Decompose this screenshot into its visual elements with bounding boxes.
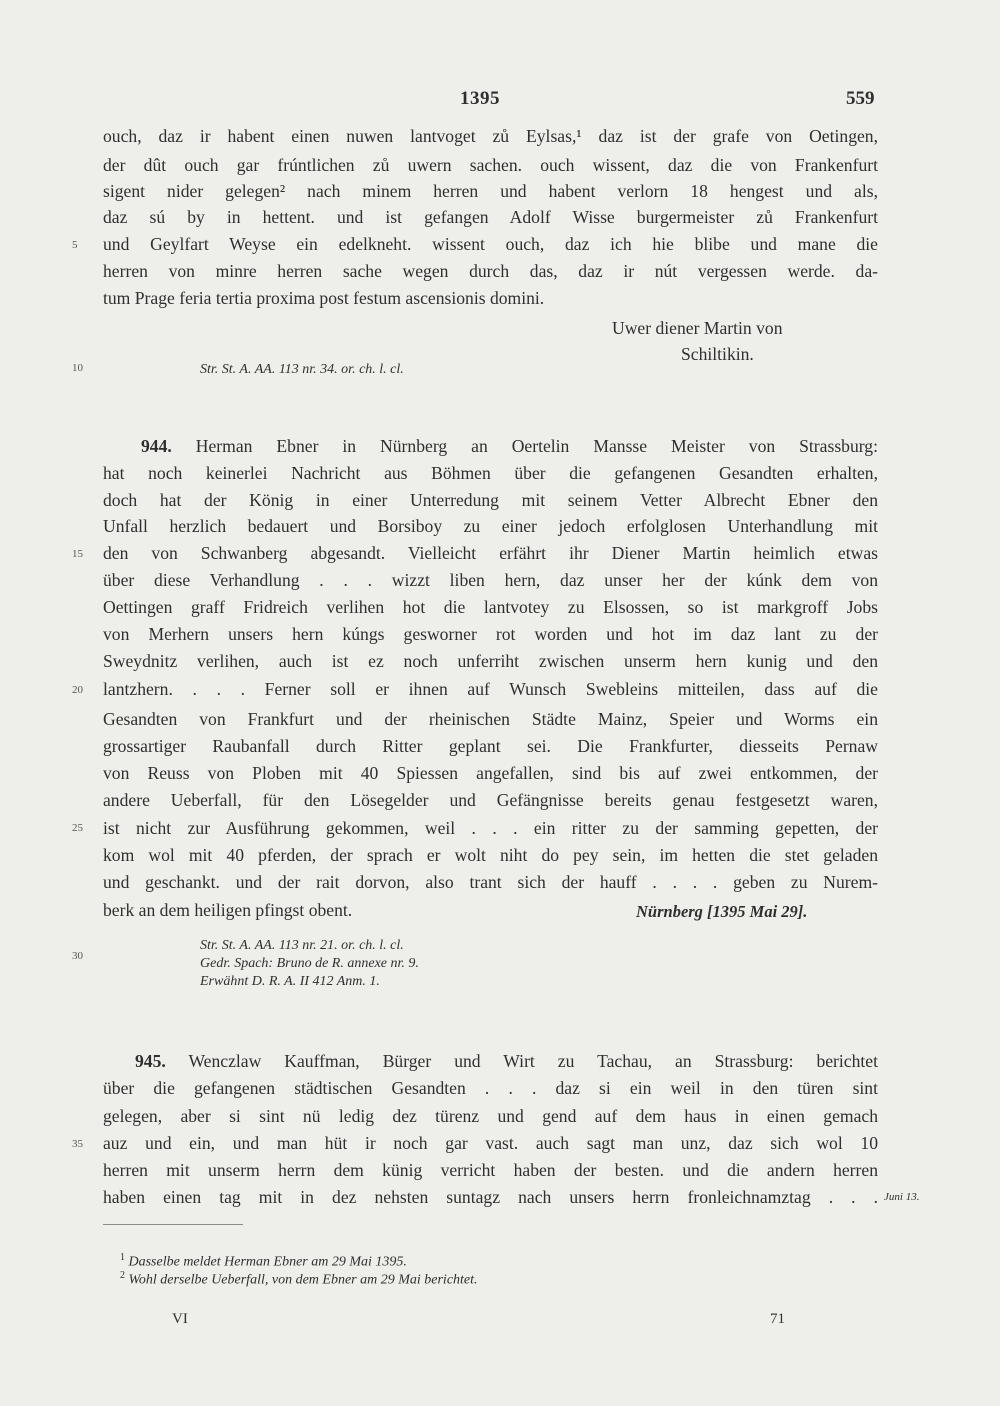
entry-944-line: doch hat der König in einer Unterredung mit seinem Vetter Albrecht Ebner den xyxy=(103,490,878,510)
line-number: 20 xyxy=(72,684,83,696)
source-citation: Gedr. Spach: Bruno de R. annexe nr. 9. xyxy=(200,956,419,971)
entry-944-line: ist nicht zur Ausführung gekommen, weil . . . ein ritter zu der samming gepetten, der xyxy=(103,818,878,838)
entry-944-line: und geschankt. und der rait dorvon, also trant sich der hauff . . . . geben zu Nurem- xyxy=(103,872,878,892)
entry-944-heading: Herman Ebner in Nürnberg an Oertelin Mansse Meister von Strassburg: xyxy=(195,436,878,456)
entry-944-line: über diese Verhandlung . . . wizzt liben hern, daz unser her der kúnk dem von xyxy=(103,570,878,590)
entry-944-line: hat noch keinerlei Nachricht aus Böhmen über die gefangenen Gesandten erhalten, xyxy=(103,463,878,483)
source-citation: Str. St. A. AA. 113 nr. 21. or. ch. l. cl. xyxy=(200,938,404,953)
signature-mark: VI xyxy=(172,1311,188,1327)
entry-944-line: den von Schwanberg abgesandt. Vielleicht erfährt ihr Diener Martin heimlich etwas xyxy=(103,543,878,563)
source-citation: Erwähnt D. R. A. II 412 Anm. 1. xyxy=(200,974,380,989)
footnote-text: Dasselbe meldet Herman Ebner am 29 Mai 1395. xyxy=(128,1254,407,1270)
line-number: 5 xyxy=(72,239,78,251)
text-line: sigent nider gelegen² nach minem herren und habent verlorn 18 hengest und als, xyxy=(103,181,878,201)
text-line: der dût ouch gar frúntlichen zů uwern sachen. ouch wissent, daz die von Frankenfurt xyxy=(103,155,878,175)
entry-945-line xyxy=(103,1048,878,1074)
running-head-year: 1395 xyxy=(460,88,500,109)
entry-945-line: haben einen tag mit in dez nehsten suntagz nach unsers herrn fronleichnamztag . . . xyxy=(103,1187,878,1207)
entry-944-line: Gesandten von Frankfurt und der rheinischen Städte Mainz, Speier und Worms ein xyxy=(103,709,878,729)
entry-945-line: gelegen, aber si sint nü ledig dez türenz und gend auf dem haus in einen gemach xyxy=(103,1106,878,1126)
entry-944-line: von Merhern unsers hern kúngs gesworner rot worden und hot im daz lant zu der xyxy=(103,624,878,644)
footnote-text: Wohl derselbe Ueberfall, von dem Ebner am 29 Mai berichtet. xyxy=(128,1272,478,1288)
footnote xyxy=(120,1252,407,1271)
page-number: 559 xyxy=(846,88,875,109)
entry-number: 945. xyxy=(135,1051,166,1071)
signature-line: Schiltikin. xyxy=(681,344,754,364)
text-line: herren von minre herren sache wegen durch das, daz ir nút vergessen werde. da- xyxy=(103,261,878,281)
entry-944-line: kom wol mit 40 pferden, der sprach er wolt niht do pey sein, im hetten die stet geladen xyxy=(103,845,878,865)
entry-944-line: andere Ueberfall, für den Lösegelder und Gefängnisse bereits genau festgesetzt waren, xyxy=(103,790,878,810)
line-number: 30 xyxy=(72,950,83,962)
entry-944-line: lantzhern. . . . Ferner soll er ihnen auf Wunsch Swebleins mitteilen, dass auf die xyxy=(103,679,878,699)
line-number: 35 xyxy=(72,1138,83,1150)
source-citation: Str. St. A. AA. 113 nr. 34. or. ch. l. cl. xyxy=(200,362,404,377)
entry-945-line: herren mit unserm herrn dem künig verricht haben der besten. und die andern herren xyxy=(103,1160,878,1180)
entry-945-line: auz und ein, und man hüt ir noch gar vast. auch sagt man unz, daz sich wol 10 xyxy=(103,1133,878,1153)
entry-945-line: über die gefangenen städtischen Gesandten . . . daz si ein weil in den türen sint xyxy=(103,1078,878,1098)
signature-line: Uwer diener Martin von xyxy=(612,318,783,338)
entry-945-heading: Wenczlaw Kauffman, Bürger und Wirt zu Tachau, an Strassburg: berichtet xyxy=(188,1051,878,1071)
footnote-rule xyxy=(103,1224,243,1225)
footnote-mark: 1 xyxy=(120,1252,125,1263)
entry-number: 944. xyxy=(141,436,172,456)
line-number: 10 xyxy=(72,362,83,374)
line-number: 25 xyxy=(72,822,83,834)
text-line: tum Prage feria tertia proxima post festum ascensionis domini. xyxy=(103,288,545,308)
entry-944-line: grossartiger Raubanfall durch Ritter geplant sei. Die Frankfurter, diesseits Pernaw xyxy=(103,736,878,756)
line-number: 15 xyxy=(72,548,83,560)
entry-944-line: berk an dem heiligen pfingst obent. xyxy=(103,900,353,920)
entry-944-line: von Reuss von Ploben mit 40 Spiessen angefallen, sind bis auf zwei entkommen, der xyxy=(103,763,878,783)
entry-944-line: Oettingen graff Fridreich verlihen hot die lantvotey zu Elsossen, so ist markgroff Jobs xyxy=(103,597,878,617)
entry-944-date: Nürnberg [1395 Mai 29]. xyxy=(636,902,808,921)
entry-944-line: Sweydnitz verlihen, auch ist ez noch unferriht zwischen unserm hern kunig und den xyxy=(103,651,878,671)
text-line: ouch, daz ir habent einen nuwen lantvoget zů Eylsas,¹ daz ist der grafe von Oetingen, xyxy=(103,126,878,146)
entry-944-line xyxy=(103,433,878,459)
text-line: und Geylfart Weyse ein edelkneht. wissent ouch, daz ich hie blibe und mane die xyxy=(103,234,878,254)
entry-944-line: Unfall herzlich bedauert und Borsiboy zu einer jedoch erfolglosen Unterhandlung mit xyxy=(103,516,878,536)
text-line: daz sú by in hettent. und ist gefangen Adolf Wisse burgermeister zů Frankenfurt xyxy=(103,207,878,227)
footnote-mark: 2 xyxy=(120,1270,125,1281)
footnote xyxy=(120,1270,478,1289)
sheet-number: 71 xyxy=(770,1311,785,1327)
margin-date-note: Juni 13. xyxy=(884,1191,920,1203)
